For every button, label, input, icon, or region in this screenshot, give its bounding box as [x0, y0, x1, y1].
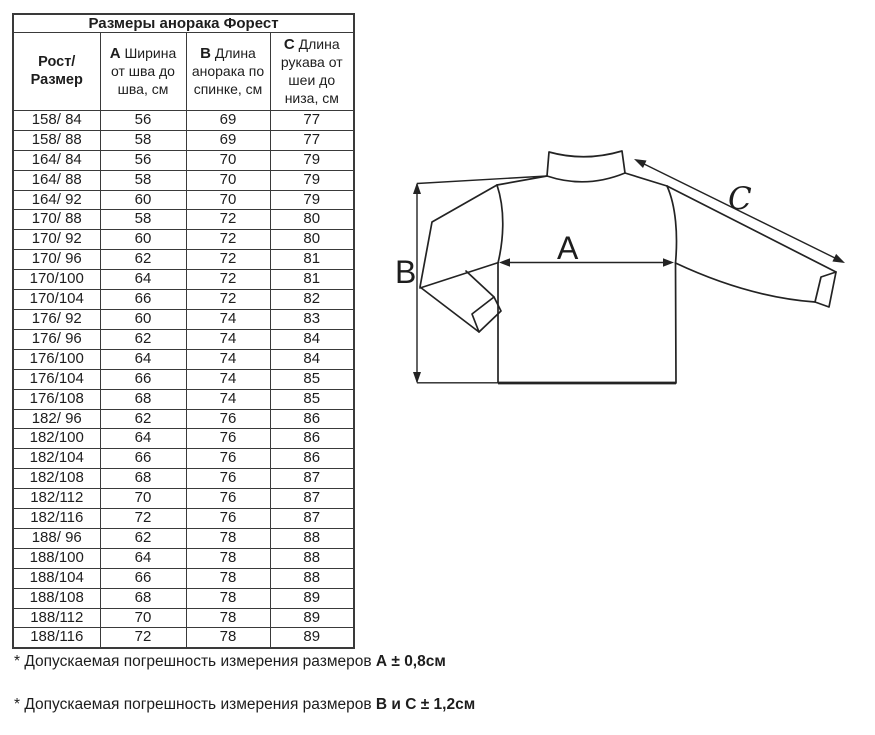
cell-height-size: 182/108 [13, 469, 100, 489]
table-row [13, 110, 354, 130]
left-sleeve [420, 185, 503, 332]
column-header-b [186, 33, 270, 111]
cell-height-size: 176/100 [13, 349, 100, 369]
cell-measurement: 84 [270, 349, 354, 369]
table-row [13, 409, 354, 429]
column-header-size: Рост/Размер [13, 33, 100, 111]
left-armhole [497, 185, 503, 263]
cell-measurement: 78 [186, 588, 270, 608]
left-cuff [472, 297, 501, 332]
table-row [13, 628, 354, 648]
cell-measurement: 74 [186, 389, 270, 409]
cell-measurement: 64 [100, 270, 186, 290]
table-row [13, 210, 354, 230]
cell-height-size: 176/ 96 [13, 329, 100, 349]
cell-height-size: 170/ 88 [13, 210, 100, 230]
cell-measurement: 62 [100, 528, 186, 548]
cell-measurement: 87 [270, 509, 354, 529]
anorak-diagram [390, 130, 875, 410]
cell-measurement: 87 [270, 489, 354, 509]
cell-measurement: 74 [186, 349, 270, 369]
cell-measurement: 72 [186, 290, 270, 310]
table-row [13, 130, 354, 150]
cell-measurement: 85 [270, 389, 354, 409]
cell-measurement: 58 [100, 170, 186, 190]
cell-measurement: 72 [186, 270, 270, 290]
cell-height-size: 170/ 92 [13, 230, 100, 250]
cell-measurement: 72 [186, 210, 270, 230]
cell-measurement: 86 [270, 429, 354, 449]
cell-height-size: 188/100 [13, 548, 100, 568]
cell-measurement: 72 [186, 250, 270, 270]
table-title-row [13, 14, 354, 33]
cell-measurement: 82 [270, 290, 354, 310]
label-b: B [395, 254, 417, 290]
table-row [13, 309, 354, 329]
cell-measurement: 89 [270, 588, 354, 608]
cell-measurement: 74 [186, 329, 270, 349]
footnote-text: * Допускаемая погрешность измерения размеров [14, 653, 376, 670]
cell-measurement: 87 [270, 469, 354, 489]
b-measure-arrow [413, 176, 547, 384]
column-label-b: Длина анорака по спинке, см [191, 44, 265, 98]
table-row [13, 290, 354, 310]
cell-measurement: 76 [186, 449, 270, 469]
column-letter-a: А [109, 44, 121, 62]
cell-measurement: 78 [186, 608, 270, 628]
cell-measurement: 74 [186, 309, 270, 329]
right-armhole [667, 186, 676, 263]
cell-measurement: 86 [270, 449, 354, 469]
cell-measurement: 72 [100, 509, 186, 529]
cell-measurement: 70 [186, 150, 270, 170]
column-label-c: Длина рукава от шеи до низа, см [280, 36, 343, 106]
footnote-bold-value: А ± 0,8см [375, 653, 446, 670]
cell-height-size: 158/ 88 [13, 130, 100, 150]
cell-measurement: 70 [100, 608, 186, 628]
table-row [13, 150, 354, 170]
cell-height-size: 164/ 92 [13, 190, 100, 210]
cell-measurement: 60 [100, 230, 186, 250]
cell-height-size: 188/116 [13, 628, 100, 648]
table-row [13, 429, 354, 449]
cell-height-size: 164/ 84 [13, 150, 100, 170]
column-letter-b: В [200, 44, 211, 62]
cell-height-size: 182/ 96 [13, 409, 100, 429]
table-row [13, 270, 354, 290]
table-row [13, 588, 354, 608]
table-row [13, 230, 354, 250]
cell-height-size: 188/ 96 [13, 528, 100, 548]
cell-height-size: 176/108 [13, 389, 100, 409]
cell-measurement: 88 [270, 548, 354, 568]
cell-height-size: 188/108 [13, 588, 100, 608]
body [498, 186, 676, 383]
cell-measurement: 78 [186, 568, 270, 588]
cell-height-size: 158/ 84 [13, 110, 100, 130]
label-a: A [557, 230, 579, 266]
size-table-body [13, 14, 354, 648]
cell-measurement: 76 [186, 489, 270, 509]
cell-measurement: 84 [270, 329, 354, 349]
column-letter-c: С [283, 36, 295, 53]
table-row [13, 349, 354, 369]
cell-measurement: 68 [100, 389, 186, 409]
cell-measurement: 62 [100, 409, 186, 429]
cell-measurement: 70 [100, 489, 186, 509]
table-row [13, 190, 354, 210]
cell-measurement: 62 [100, 329, 186, 349]
cell-height-size: 182/112 [13, 489, 100, 509]
cell-measurement: 79 [270, 170, 354, 190]
footnote-bold-value: В и С ± 1,2см [375, 696, 476, 713]
cell-measurement: 76 [186, 509, 270, 529]
cell-measurement: 69 [186, 130, 270, 150]
cell-height-size: 182/116 [13, 509, 100, 529]
cell-measurement: 64 [100, 429, 186, 449]
footnote-bc-tolerance [14, 696, 475, 714]
cell-measurement: 70 [186, 190, 270, 210]
right-shoulder-seam [625, 173, 667, 186]
cell-measurement: 66 [100, 449, 186, 469]
a-measure-arrow [499, 258, 674, 266]
cell-measurement: 58 [100, 130, 186, 150]
cell-measurement: 56 [100, 150, 186, 170]
right-cuff [815, 272, 836, 307]
cell-measurement: 79 [270, 150, 354, 170]
cell-measurement: 76 [186, 469, 270, 489]
footnote-text: * Допускаемая погрешность измерения размеров [14, 696, 376, 713]
table-row [13, 369, 354, 389]
table-row [13, 250, 354, 270]
table-row [13, 469, 354, 489]
cell-measurement: 66 [100, 568, 186, 588]
table-row [13, 568, 354, 588]
cell-height-size: 170/100 [13, 270, 100, 290]
cell-measurement: 60 [100, 190, 186, 210]
cell-measurement: 79 [270, 190, 354, 210]
cell-measurement: 85 [270, 369, 354, 389]
table-row [13, 548, 354, 568]
cell-measurement: 72 [100, 628, 186, 648]
cell-measurement: 88 [270, 568, 354, 588]
cell-measurement: 64 [100, 349, 186, 369]
cell-measurement: 80 [270, 210, 354, 230]
table-header-row [13, 33, 354, 111]
cell-measurement: 78 [186, 628, 270, 648]
table-row [13, 449, 354, 469]
cell-measurement: 78 [186, 548, 270, 568]
cell-measurement: 86 [270, 409, 354, 429]
table-row [13, 489, 354, 509]
cell-measurement: 60 [100, 309, 186, 329]
size-table [12, 13, 355, 649]
cell-measurement: 64 [100, 548, 186, 568]
table-row [13, 509, 354, 529]
table-row [13, 528, 354, 548]
cell-measurement: 56 [100, 110, 186, 130]
cell-height-size: 188/112 [13, 608, 100, 628]
cell-measurement: 68 [100, 469, 186, 489]
table-title: Размеры анорака Форест [13, 14, 354, 33]
cell-measurement: 76 [186, 429, 270, 449]
cell-measurement: 78 [186, 528, 270, 548]
cell-measurement: 77 [270, 130, 354, 150]
cell-measurement: 58 [100, 210, 186, 230]
table-row [13, 389, 354, 409]
cell-height-size: 164/ 88 [13, 170, 100, 190]
cell-height-size: 188/104 [13, 568, 100, 588]
cell-height-size: 170/104 [13, 290, 100, 310]
cell-measurement: 66 [100, 290, 186, 310]
cell-measurement: 88 [270, 528, 354, 548]
cell-measurement: 77 [270, 110, 354, 130]
cell-measurement: 80 [270, 230, 354, 250]
cell-measurement: 89 [270, 608, 354, 628]
cell-measurement: 66 [100, 369, 186, 389]
footnote-a-tolerance [14, 653, 446, 671]
cell-measurement: 76 [186, 409, 270, 429]
cell-height-size: 176/104 [13, 369, 100, 389]
cell-measurement: 89 [270, 628, 354, 648]
cell-measurement: 81 [270, 270, 354, 290]
table-row [13, 329, 354, 349]
cell-measurement: 81 [270, 250, 354, 270]
cell-measurement: 62 [100, 250, 186, 270]
cell-height-size: 182/104 [13, 449, 100, 469]
cell-measurement: 74 [186, 369, 270, 389]
cell-height-size: 182/100 [13, 429, 100, 449]
cell-height-size: 170/ 96 [13, 250, 100, 270]
cell-measurement: 72 [186, 230, 270, 250]
table-row [13, 608, 354, 628]
cell-measurement: 68 [100, 588, 186, 608]
cell-height-size: 176/ 92 [13, 309, 100, 329]
collar [547, 151, 625, 182]
cell-measurement: 70 [186, 170, 270, 190]
column-header-a [100, 33, 186, 111]
table-row [13, 170, 354, 190]
column-header-c [270, 33, 354, 111]
cell-measurement: 69 [186, 110, 270, 130]
column-label-a: Ширина от шва до шва, см [111, 44, 177, 98]
label-c: C [728, 181, 752, 217]
cell-measurement: 83 [270, 309, 354, 329]
